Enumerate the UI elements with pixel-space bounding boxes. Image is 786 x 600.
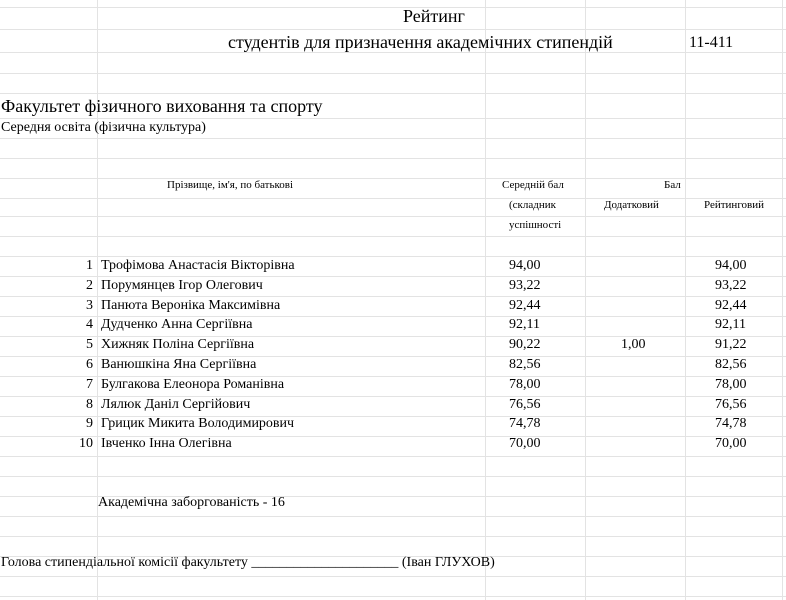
rating-score: 93,22 — [715, 278, 747, 293]
faculty-name: Факультет фізичного виховання та спорту — [1, 96, 323, 116]
student-name: Дудченко Анна Сергіївна — [101, 317, 253, 332]
student-name: Івченко Інна Олегівна — [101, 436, 232, 451]
row-number: 2 — [86, 278, 93, 293]
header-bal: Бал — [664, 179, 681, 191]
student-name: Булгакова Елеонора Романівна — [101, 377, 285, 392]
average-score: 82,56 — [509, 357, 541, 372]
student-name: Панюта Вероніка Максимівна — [101, 298, 281, 313]
row-number: 3 — [86, 298, 93, 313]
rating-score: 94,00 — [715, 258, 747, 273]
student-name: Ванюшкіна Яна Сергіївна — [101, 357, 257, 372]
header-additional: Додатковий — [604, 199, 659, 211]
header-average-line2: (складник — [509, 199, 556, 211]
rating-score: 92,44 — [715, 298, 747, 313]
average-score: 76,56 — [509, 397, 541, 412]
student-name: Трофімова Анастасія Вікторівна — [101, 258, 295, 273]
rating-score: 70,00 — [715, 436, 747, 451]
rating-score: 92,11 — [715, 317, 746, 332]
row-number: 7 — [86, 377, 93, 392]
average-score: 90,22 — [509, 337, 541, 352]
average-score: 70,00 — [509, 436, 541, 451]
average-score: 78,00 — [509, 377, 541, 392]
rating-score: 91,22 — [715, 337, 747, 352]
rating-score: 82,56 — [715, 357, 747, 372]
row-number: 4 — [86, 317, 93, 332]
rating-score: 76,56 — [715, 397, 747, 412]
academic-debt: Академічна заборгованість - 16 — [98, 495, 285, 510]
row-number: 1 — [86, 258, 93, 273]
student-name: Лялюк Даніл Сергійович — [101, 397, 251, 412]
header-average-line3: успішності — [509, 219, 562, 231]
row-number: 8 — [86, 397, 93, 412]
row-number: 5 — [86, 337, 93, 352]
row-number: 9 — [86, 416, 93, 431]
row-number: 10 — [79, 436, 93, 451]
header-rating: Рейтинговий — [704, 199, 765, 211]
title-line2: студентів для призначення академічних стипендій — [228, 32, 613, 52]
student-name: Грицик Микита Володимирович — [101, 416, 295, 431]
additional-score: 1,00 — [621, 337, 646, 352]
average-score: 94,00 — [509, 258, 541, 273]
average-score: 93,22 — [509, 278, 541, 293]
average-score: 92,11 — [509, 317, 540, 332]
student-name: Хижняк Поліна Сергіївна — [101, 337, 255, 352]
rating-score: 78,00 — [715, 377, 747, 392]
average-score: 92,44 — [509, 298, 541, 313]
group-code: 11-411 — [689, 34, 734, 51]
header-name: Прізвище, ім'я, по батькові — [167, 179, 294, 191]
title-line1: Рейтинг — [403, 6, 465, 26]
commission-head-signature-line: Голова стипендіальної комісії факультету _____________________ (Іван ГЛУХОВ) — [1, 555, 495, 570]
header-average-line1: Середній бал — [502, 179, 564, 191]
rating-score: 74,78 — [715, 416, 747, 431]
average-score: 74,78 — [509, 416, 541, 431]
student-name: Порумянцев Ігор Олегович — [101, 278, 263, 293]
specialty-name: Середня освіта (фізична культура) — [1, 120, 206, 135]
row-number: 6 — [86, 357, 93, 372]
